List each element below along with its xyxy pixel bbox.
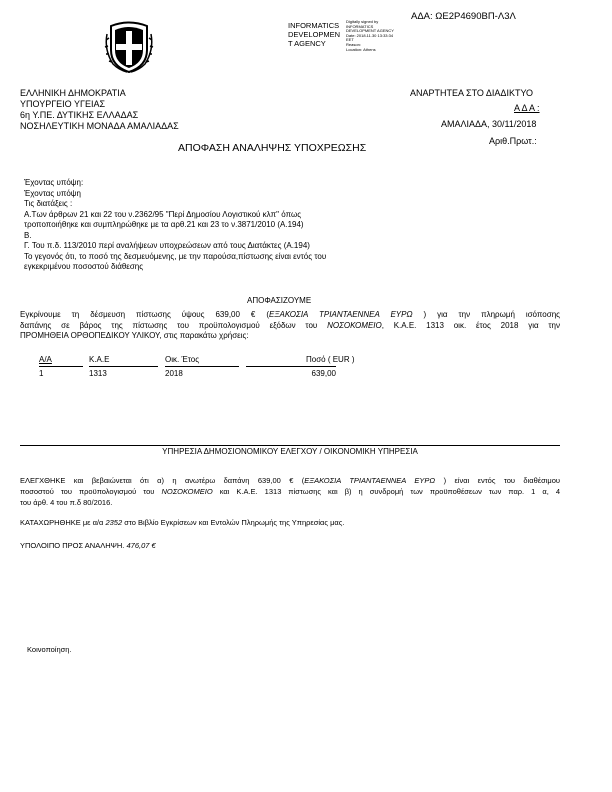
control-heading: ΥΠΗΡΕΣΙΑ ΔΗΜΟΣΙΟΝΟΜΙΚΟΥ ΕΛΕΓΧΟΥ / ΟΙΚΟΝΟΜΙΚΗ ΥΠΗΡΕΣΙΑ <box>162 447 418 456</box>
ada-label: Α Δ Α : <box>514 103 540 113</box>
checked-line: ΕΛΕΓΧΘΗΚΕ και βεβαιώνεται ότι α) η ανωτέρω δαπάνη 639,00 € (ΕΞΑΚΟΣΙΑ ΤΡΙΑΝΤΑΕΝΝΕΑ ΕΥΡΩ ) είναι εντός του διαθέσιμου <box>20 476 560 485</box>
consideration-line: Α.Των άρθρων 21 και 22 του ν.2362/95 "Περί Δημοσίου Λογιστικού κλπ" όπως <box>24 209 302 219</box>
consideration-line: εγκεκριμένου ποσοστού διάθεσης <box>24 262 144 271</box>
approval-line: ΠΡΟΜΗΘΕΙΑ ΟΡΘΟΠΕΔΙΚΟΥ ΥΛΙΚΟΥ, στις παρακάτω χρήσεις: <box>20 331 249 340</box>
table-underline <box>89 366 158 367</box>
table-header-amount: Ποσό ( EUR ) <box>306 355 355 364</box>
amount-words: ΕΞΑΚΟΣΙΑ ΤΡΙΑΝΤΑΕΝΝΕΑ ΕΥΡΩ <box>268 310 413 319</box>
registration-number: 2352 <box>105 518 123 527</box>
issuer-line: ΕΛΛΗΝΙΚΗ ΔΗΜΟΚΡΑΤΙΑ <box>20 88 126 98</box>
ida-logo-line: T AGENCY <box>288 39 326 48</box>
table-underline <box>165 366 239 367</box>
signature-line: Reason: <box>346 41 361 47</box>
consideration-line: Έχοντας υπόψη <box>24 188 81 198</box>
signature-line: DEVELOPMENT AGENCY <box>346 28 394 34</box>
checked-line: του άρθ. 4 του π.δ 80/2016. <box>20 498 113 507</box>
table-underline <box>39 366 83 367</box>
table-underline <box>246 366 336 367</box>
table-header-kae: Κ.Α.Ε <box>89 355 110 364</box>
divider <box>20 445 560 446</box>
checked-line: ποσοστού του προϋπολογισμού του ΝΟΣΟΚΟΜΕΙΟ και Κ.Α.Ε. 1313 πίστωσης και β) η συνδρομή των προϋποθέσεων των παρ. 1 α, 4 <box>20 487 560 496</box>
ada-top: ΑΔΑ: ΩΕ2Ρ4690ΒΠ-Λ3Λ <box>411 11 516 22</box>
unit-name: ΝΟΣΟΚΟΜΕΙΟ <box>327 320 382 330</box>
table-header-year: Οικ. Έτος <box>165 355 200 364</box>
issuer-line: ΝΟΣΗΛΕΥΤΙΚΗ ΜΟΝΑΔΑ ΑΜΑΛΙΑΔΑΣ <box>20 121 179 131</box>
remaining-amount: 476,07 € <box>126 541 156 550</box>
ida-logo-line: INFORMATICS <box>288 21 340 30</box>
signature-line: Location: Athens <box>346 46 376 52</box>
table-cell: 1 <box>39 369 44 378</box>
consideration-line: Γ. Του π.δ. 113/2010 περί αναλήψεων υποχρεώσεων από τους Διατάκτες (Α.194) <box>24 241 310 250</box>
considerations <box>24 178 326 273</box>
consideration-line: Το γεγονός ότι, το ποσό της δεσμευόμενης, με την παρούσα,πίστωσης είναι εντός του <box>24 251 327 261</box>
signature-line: INFORMATICS <box>346 23 374 29</box>
cc-label: Κοινοποίηση. <box>27 645 72 654</box>
place-date: ΑΜΑΛΙΑΔΑ, 30/11/2018 <box>441 119 537 129</box>
consideration-line: τροποποιήθηκε και συμπληρώθηκε με τα αρθ.21 και 23 το ν.3871/2010 (Α.194) <box>24 220 304 229</box>
digital-signature <box>346 20 394 52</box>
decide-heading: ΑΠΟΦΑΣΙΖΟΥΜΕ <box>247 296 312 305</box>
table-cell: 1313 <box>89 369 107 378</box>
approval-paragraph <box>20 310 560 342</box>
issuer-block <box>20 88 179 132</box>
ida-logo-line: DEVELOPMEN <box>288 30 341 39</box>
signature-line: Digitally signed by <box>346 19 379 24</box>
table-cell: 2018 <box>165 369 183 378</box>
page-title: ΑΠΟΦΑΣΗ ΑΝΑΛΗΨΗΣ ΥΠΟΧΡΕΩΣΗΣ <box>178 142 367 154</box>
signature-line: Date: 2018.11.30 13:33:34 <box>346 32 394 38</box>
consideration-line: Β. <box>24 230 32 240</box>
consideration-line: Τις διατάξεις : <box>24 199 73 208</box>
consideration-line: Έχοντας υπόψη: <box>24 178 84 187</box>
table-cell: 639,00 <box>311 369 336 378</box>
approval-line: Εγκρίνουμε τη δέσμευση πίστωσης ύψους 639,00 € (ΕΞΑΚΟΣΙΑ ΤΡΙΑΝΤΑΕΝΝΕΑ ΕΥΡΩ ) για την πληρωμή ισόποσης <box>20 310 560 319</box>
approval-line: δαπάνης σε βάρος της πίστωσης του προϋπολογισμού εξόδων του ΝΟΣΟΚΟΜΕΙΟ, Κ.Α.Ε. 1313 οικ. έτος 2018 για την <box>20 320 560 330</box>
checked-paragraph <box>20 475 560 508</box>
remaining-line: ΥΠΟΛΟΙΠΟ ΠΡΟΣ ΑΝΑΛΗΨΗ. 476,07 € <box>20 541 156 550</box>
issuer-line: 6η Υ.ΠΕ. ΔΥΤΙΚΗΣ ΕΛΛΑΔΑΣ <box>20 110 139 120</box>
protocol-number: Αριθ.Πρωτ.: <box>489 136 537 146</box>
unit-name: ΝΟΣΟΚΟΜΕΙΟ <box>161 487 213 496</box>
post-online-label: ΑΝΑΡΤΗΤΕΑ ΣΤΟ ΔΙΑΔΙΚΤΥΟ <box>410 88 533 98</box>
table-header-aa: Α/Α <box>39 355 52 364</box>
signature-line: EET <box>346 37 354 43</box>
ida-logo-text <box>288 21 340 48</box>
amount-words: ΕΞΑΚΟΣΙΑ ΤΡΙΑΝΤΑΕΝΝΕΑ ΕΥΡΩ <box>304 476 436 485</box>
greek-coat-of-arms-icon <box>103 20 155 74</box>
issuer-line: ΥΠΟΥΡΓΕΙΟ ΥΓΕΙΑΣ <box>20 99 106 109</box>
registered-line: ΚΑΤΑΧΩΡΗΘΗΚΕ με α/α 2352 στο Βιβλίο Εγκρίσεων και Εντολών Πληρωμής της Υπηρεσίας μας. <box>20 518 345 527</box>
